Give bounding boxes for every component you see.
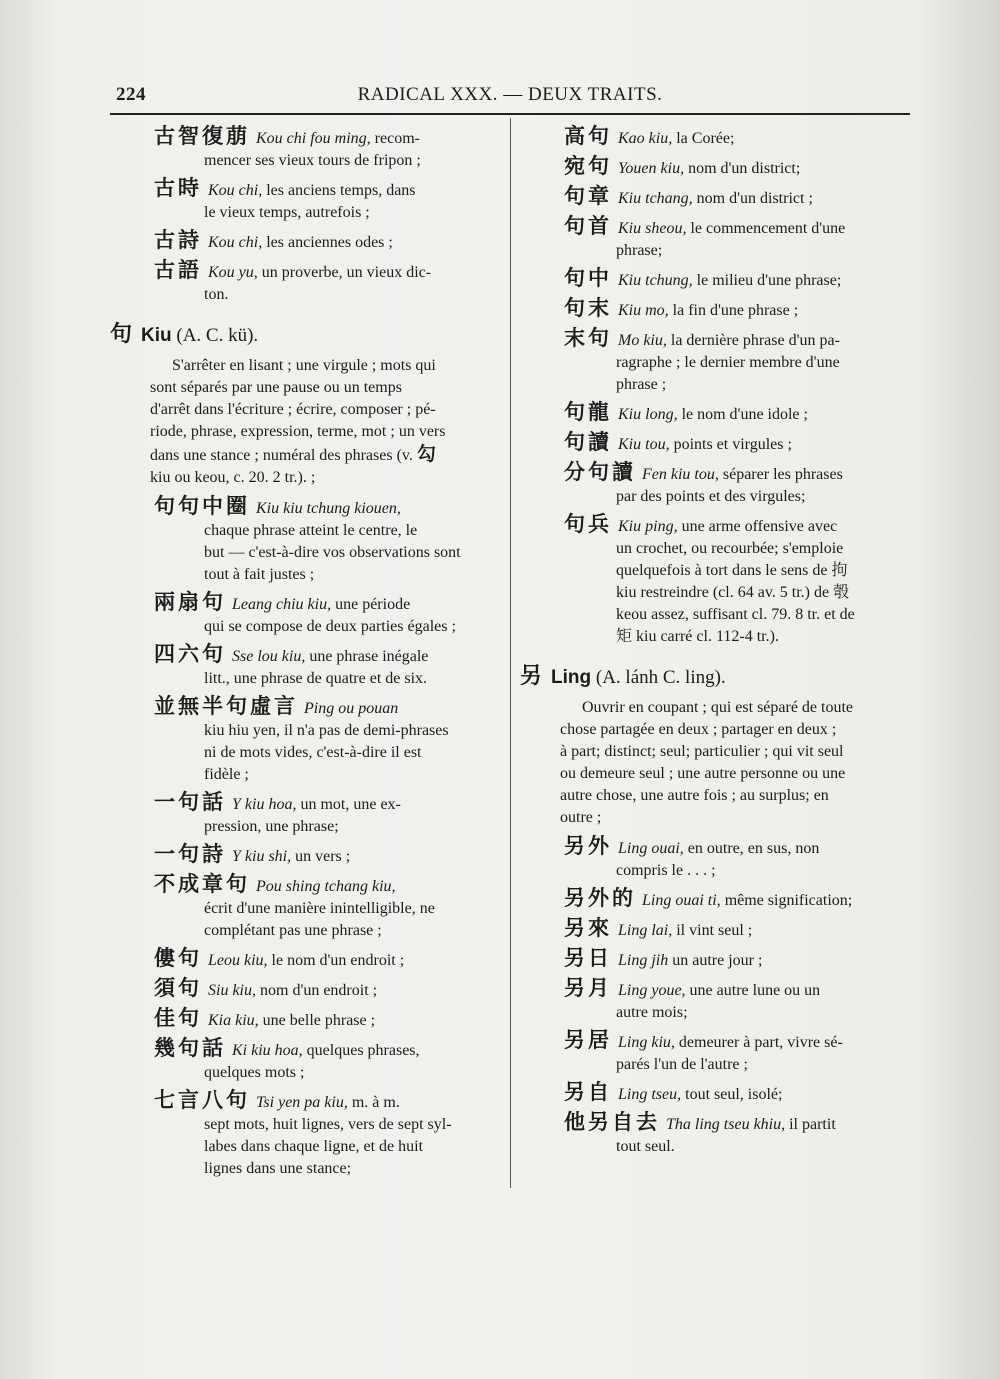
entry-romanization: Ling kiu, <box>618 1034 675 1051</box>
entry-definition: un autre jour ; <box>668 952 763 969</box>
entry-chinese: 句末 <box>564 296 612 320</box>
entry-continuation: le vieux temps, autrefois ; <box>204 204 370 221</box>
entry-continuation: 矩 kiu carré cl. 112-4 tr.). <box>616 628 779 645</box>
entry-romanization: Ling jih <box>618 952 669 969</box>
entry-first-line <box>520 327 915 352</box>
entry-first-line <box>110 259 500 284</box>
definition-line: chose partagée en deux ; partager en deux ; <box>560 721 837 738</box>
definition-line: autre chose, une autre fois ; au surplus; en <box>560 787 829 804</box>
entry-romanization: Ping ou pouan <box>304 700 399 717</box>
entry-first-line <box>520 267 915 292</box>
entry-first-line <box>110 125 500 150</box>
headword-romanization: Ling <box>551 667 592 688</box>
entry-definition: même signification; <box>720 892 853 909</box>
entry-romanization: Leang chiu kiu, <box>232 596 332 613</box>
headword-definition <box>520 697 915 829</box>
entry-chinese: 另外的 <box>564 886 636 910</box>
entry-continuation: pression, une phrase; <box>204 818 339 835</box>
dictionary-entry <box>110 695 500 786</box>
entry-romanization: Kiu ping, <box>618 518 678 535</box>
entry-definition: quelques phrases, <box>302 1042 420 1059</box>
entry-chinese: 四六句 <box>154 642 226 666</box>
dictionary-entry <box>520 461 915 508</box>
dictionary-entry <box>520 185 915 210</box>
entry-romanization: Ling tseu, <box>618 1086 682 1103</box>
definition-line: dans une stance ; numéral des phrases (v. <box>150 447 413 464</box>
entry-definition: il partit <box>785 1116 836 1133</box>
entry-continuation: tout à fait justes ; <box>204 566 315 583</box>
entry-romanization: Kiu mo, <box>618 302 669 319</box>
entry-chinese: 句兵 <box>564 512 612 536</box>
entry-first-line <box>110 591 500 616</box>
dictionary-entry <box>520 267 915 292</box>
entry-romanization: Y kiu hoa, <box>232 796 297 813</box>
entry-first-line <box>110 977 500 1002</box>
dictionary-entry <box>520 1111 915 1158</box>
entry-romanization: Kiu long, <box>618 406 678 423</box>
dictionary-entry <box>110 229 500 254</box>
entry-romanization: Kiu tchung, <box>618 272 693 289</box>
dictionary-entry <box>110 177 500 224</box>
entry-continuation: quelques mots ; <box>204 1064 305 1081</box>
headword-chinese: 句 <box>110 322 136 347</box>
entry-first-line <box>520 917 915 942</box>
dictionary-entry <box>520 977 915 1024</box>
entry-first-line <box>520 1029 915 1054</box>
dictionary-entry <box>520 155 915 180</box>
entry-first-line <box>520 1111 915 1136</box>
entry-chinese: 僂句 <box>154 946 202 970</box>
dictionary-entry <box>520 1081 915 1106</box>
entry-chinese: 兩扇句 <box>154 590 226 614</box>
entry-definition: le commencement d'une <box>686 220 846 237</box>
entry-definition: un vers ; <box>291 848 351 865</box>
dictionary-entry <box>520 327 915 396</box>
entry-definition: il vint seul ; <box>672 922 753 939</box>
dictionary-entry <box>520 431 915 456</box>
entry-continuation: un crochet, ou recourbée; s'emploie <box>616 540 844 557</box>
entry-definition: en outre, en sus, non <box>683 840 820 857</box>
entry-chinese: 七言八句 <box>154 1088 250 1112</box>
entry-continuation: litt., une phrase de quatre et de six. <box>204 670 428 687</box>
entry-first-line <box>520 297 915 322</box>
entry-continuation: kiu restreindre (cl. 64 av. 5 tr.) de 彀 <box>616 584 850 601</box>
entry-first-line <box>110 873 500 898</box>
entry-first-line <box>520 947 915 972</box>
dictionary-entry <box>110 791 500 838</box>
entry-definition: demeurer à part, vivre sé- <box>674 1034 843 1051</box>
entry-first-line <box>110 947 500 972</box>
page-header <box>112 82 908 110</box>
entry-first-line <box>110 1089 500 1114</box>
left-column <box>110 125 500 1185</box>
entry-romanization: Kia kiu, <box>208 1012 259 1029</box>
entry-romanization: Fen kiu tou, <box>642 466 719 483</box>
entry-chinese: 另外 <box>564 834 612 858</box>
entry-first-line <box>520 835 915 860</box>
dictionary-entry <box>110 125 500 172</box>
headword-pronunciation: (A. C. kü). <box>171 325 259 346</box>
entry-continuation: lignes dans une stance; <box>204 1160 352 1177</box>
entry-romanization: Kou yu, <box>208 264 258 281</box>
entry-first-line <box>520 1081 915 1106</box>
entry-definition: le milieu d'une phrase; <box>692 272 842 289</box>
entry-romanization: Tsi yen pa kiu, <box>256 1094 348 1111</box>
entry-chinese: 另月 <box>564 976 612 1000</box>
entry-romanization: Ling youe, <box>618 982 686 999</box>
entry-definition: la dernière phrase d'un pa- <box>666 332 840 349</box>
entry-chinese: 並無半句虛言 <box>154 694 298 718</box>
headword-entry <box>110 324 500 347</box>
dictionary-entry <box>110 873 500 942</box>
entry-first-line <box>110 643 500 668</box>
entry-romanization: Ling lai, <box>618 922 673 939</box>
entry-romanization: Kiu sheou, <box>618 220 687 237</box>
entry-romanization: Ki kiu hoa, <box>232 1042 303 1059</box>
entry-romanization: Mo kiu, <box>618 332 667 349</box>
entry-continuation: kiu hiu yen, il n'a pas de demi-phrases <box>204 722 449 739</box>
entry-romanization: Siu kiu, <box>208 982 256 999</box>
entry-continuation: autre mois; <box>616 1004 688 1021</box>
definition-line: à part; distinct; seul; particulier ; qui vit seul <box>560 743 844 760</box>
definition-line: riode, phrase, expression, terme, mot ; un vers <box>150 423 446 440</box>
entry-continuation: tout seul. <box>616 1138 675 1155</box>
entry-first-line <box>520 461 915 486</box>
definition-line: ou demeure seul ; une autre personne ou une <box>560 765 846 782</box>
entry-romanization: Kou chi fou ming, <box>256 130 371 147</box>
entry-continuation: phrase; <box>616 242 663 259</box>
entry-first-line <box>520 431 915 456</box>
entry-chinese: 句讀 <box>564 430 612 454</box>
entry-first-line <box>110 1007 500 1032</box>
entry-chinese: 另居 <box>564 1028 612 1052</box>
entry-first-line <box>110 843 500 868</box>
entry-chinese: 句中 <box>564 266 612 290</box>
entry-definition: une période <box>331 596 411 613</box>
dictionary-entry <box>110 1089 500 1180</box>
entry-first-line <box>110 229 500 254</box>
entry-romanization: Kiu kiu tchung kiouen, <box>256 500 401 517</box>
entry-continuation: parés l'un de l'autre ; <box>616 1056 748 1073</box>
headword-romanization: Kiu <box>141 325 172 346</box>
entry-first-line <box>110 791 500 816</box>
entry-chinese: 一句話 <box>154 790 226 814</box>
entry-first-line <box>520 215 915 240</box>
entry-chinese: 幾句話 <box>154 1036 226 1060</box>
entry-chinese: 另來 <box>564 916 612 940</box>
entry-definition: nom d'un district ; <box>692 190 813 207</box>
entry-continuation: ni de mots vides, c'est-à-dire il est <box>204 744 422 761</box>
dictionary-entry <box>520 887 915 912</box>
entry-romanization: Kou chi, <box>208 182 263 199</box>
dictionary-entry <box>110 643 500 690</box>
entry-romanization: Kou chi, <box>208 234 263 251</box>
entry-chinese: 另日 <box>564 946 612 970</box>
entry-definition: un proverbe, un vieux dic- <box>257 264 432 281</box>
entry-continuation: compris le . . . ; <box>616 862 716 879</box>
entry-first-line <box>520 155 915 180</box>
entry-chinese: 末句 <box>564 326 612 350</box>
entry-chinese: 佳句 <box>154 1006 202 1030</box>
dictionary-entry <box>520 513 915 648</box>
entry-continuation: quelquefois à tort dans le sens de 拘 <box>616 562 848 579</box>
dictionary-entry <box>110 947 500 972</box>
page-number: 224 <box>116 84 146 105</box>
dictionary-entry <box>110 843 500 868</box>
entry-romanization: Kao kiu, <box>618 130 673 147</box>
entry-continuation: labes dans chaque ligne, et de huit <box>204 1138 424 1155</box>
entry-definition: un mot, une ex- <box>296 796 401 813</box>
entry-chinese: 另自 <box>564 1080 612 1104</box>
headword-definition <box>110 355 500 489</box>
entry-romanization: Pou shing tchang kiu, <box>256 878 396 895</box>
dictionary-entry <box>520 297 915 322</box>
entry-definition: une phrase inégale <box>305 648 429 665</box>
entry-definition: les anciennes odes ; <box>262 234 393 251</box>
dictionary-entry <box>110 259 500 306</box>
dictionary-entry <box>110 977 500 1002</box>
entry-definition: recom- <box>370 130 420 147</box>
column-divider <box>510 118 511 1188</box>
headword-pronunciation: (A. lánh C. ling). <box>591 667 726 688</box>
entry-continuation: mencer ses vieux tours de fripon ; <box>204 152 421 169</box>
entry-romanization: Kiu tchang, <box>618 190 693 207</box>
entry-romanization: Youen kiu, <box>618 160 685 177</box>
entry-definition: une autre lune ou un <box>685 982 821 999</box>
entry-definition: tout seul, isolé; <box>681 1086 783 1103</box>
entry-chinese: 句龍 <box>564 400 612 424</box>
entry-continuation: but — c'est-à-dire vos observations sont <box>204 544 461 561</box>
entry-first-line <box>520 513 915 538</box>
entry-chinese: 須句 <box>154 976 202 1000</box>
entry-definition: le nom d'un endroit ; <box>267 952 405 969</box>
definition-line: sont séparés par une pause ou un temps <box>150 379 402 396</box>
entry-continuation: chaque phrase atteint le centre, le <box>204 522 418 539</box>
entry-first-line <box>110 1037 500 1062</box>
entry-definition: m. à m. <box>347 1094 400 1111</box>
dictionary-entry <box>520 215 915 262</box>
entry-first-line <box>520 887 915 912</box>
entry-continuation: phrase ; <box>616 376 667 393</box>
dictionary-entry <box>110 495 500 586</box>
entry-chinese: 分句讀 <box>564 460 636 484</box>
entry-first-line <box>520 401 915 426</box>
entry-romanization: Sse lou kiu, <box>232 648 306 665</box>
entry-chinese: 古時 <box>154 176 202 200</box>
entry-continuation: écrit d'une manière inintelligible, ne <box>204 900 435 917</box>
definition-line: kiu ou keou, c. 20. 2 tr.). ; <box>150 469 316 486</box>
entry-first-line <box>520 977 915 1002</box>
reference-chinese: 勾 <box>416 443 436 465</box>
entry-first-line <box>110 695 500 720</box>
headword-chinese: 另 <box>520 664 546 689</box>
entry-chinese: 句首 <box>564 214 612 238</box>
entry-continuation: ragraphe ; le dernier membre d'une <box>616 354 840 371</box>
entry-definition: une arme offensive avec <box>677 518 838 535</box>
definition-line: S'arrêter en lisant ; une virgule ; mots qui <box>172 357 436 374</box>
entry-continuation: keou assez, suffisant cl. 79. 8 tr. et de <box>616 606 855 623</box>
entry-first-line <box>520 185 915 210</box>
entry-definition: le nom d'une idole ; <box>677 406 808 423</box>
header-rule <box>110 113 910 115</box>
entry-definition: les anciens temps, dans <box>262 182 416 199</box>
entry-chinese: 句章 <box>564 184 612 208</box>
entry-continuation: sept mots, huit lignes, vers de sept syl- <box>204 1116 452 1133</box>
entry-continuation: qui se compose de deux parties égales ; <box>204 618 456 635</box>
entry-chinese: 高句 <box>564 124 612 148</box>
dictionary-entry <box>520 401 915 426</box>
entry-continuation: complétant pas une phrase ; <box>204 922 382 939</box>
definition-line: Ouvrir en coupant ; qui est séparé de toute <box>582 699 854 716</box>
entry-chinese: 古智復萠 <box>154 124 250 148</box>
entry-definition: la Corée; <box>672 130 735 147</box>
entry-first-line <box>110 177 500 202</box>
entry-definition: la fin d'une phrase ; <box>668 302 799 319</box>
dictionary-entry <box>520 125 915 150</box>
entry-definition: points et virgules ; <box>669 436 792 453</box>
entry-romanization: Ling ouai, <box>618 840 684 857</box>
entry-chinese: 不成章句 <box>154 872 250 896</box>
entry-chinese: 他另自去 <box>564 1110 660 1134</box>
entry-romanization: Tha ling tseu khiu, <box>666 1116 786 1133</box>
headword-entry <box>520 666 915 689</box>
dictionary-entry <box>520 835 915 882</box>
entry-first-line <box>110 495 500 520</box>
dictionary-entry <box>520 1029 915 1076</box>
entry-chinese: 古詩 <box>154 228 202 252</box>
definition-line: d'arrêt dans l'écriture ; écrire, composer ; pé- <box>150 401 436 418</box>
entry-chinese: 句句中圈 <box>154 494 250 518</box>
definition-line: outre ; <box>560 809 602 826</box>
right-column <box>520 125 915 1163</box>
entry-first-line <box>520 125 915 150</box>
dictionary-entry <box>110 1037 500 1084</box>
entry-chinese: 宛句 <box>564 154 612 178</box>
dictionary-entry <box>520 917 915 942</box>
entry-romanization: Leou kiu, <box>208 952 268 969</box>
entry-continuation: ton. <box>204 286 229 303</box>
entry-romanization: Y kiu shi, <box>232 848 292 865</box>
dictionary-entry <box>110 1007 500 1032</box>
entry-definition: nom d'un endroit ; <box>256 982 378 999</box>
entry-definition: séparer les phrases <box>718 466 843 483</box>
entry-romanization: Kiu tou, <box>618 436 670 453</box>
entry-chinese: 一句詩 <box>154 842 226 866</box>
dictionary-entry <box>110 591 500 638</box>
entry-chinese: 古語 <box>154 258 202 282</box>
entry-definition: une belle phrase ; <box>258 1012 376 1029</box>
entry-continuation: par des points et des virgules; <box>616 488 806 505</box>
running-title: RADICAL XXX. — DEUX TRAITS. <box>357 84 663 105</box>
dictionary-entry <box>520 947 915 972</box>
entry-romanization: Ling ouai ti, <box>642 892 721 909</box>
entry-continuation: fidèle ; <box>204 766 249 783</box>
entry-definition: nom d'un district; <box>684 160 801 177</box>
